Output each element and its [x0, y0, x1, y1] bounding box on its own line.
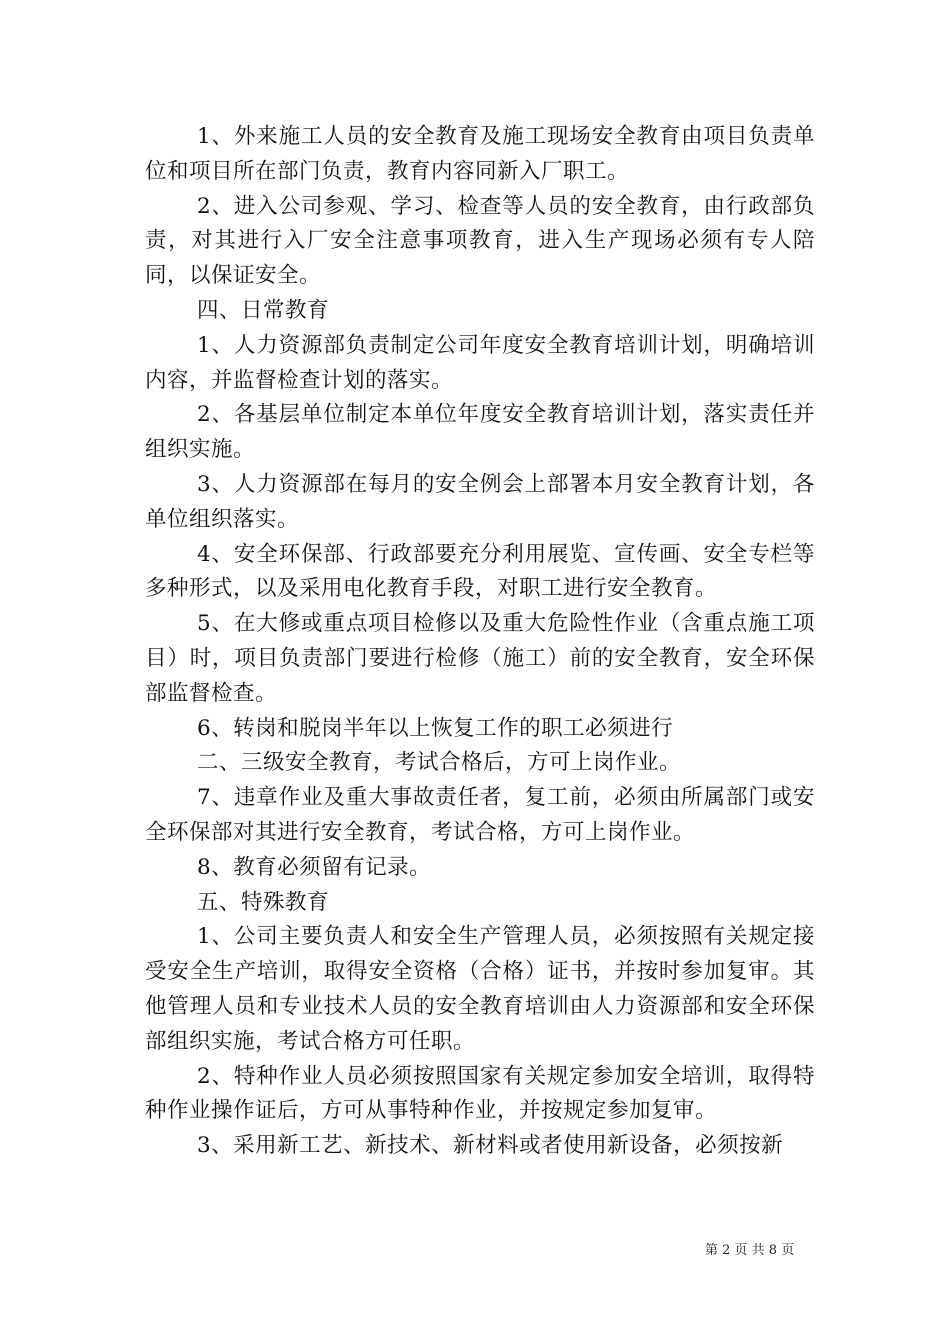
paragraph-14: 3、采用新工艺、新技术、新材料或者使用新设备，必须按新: [197, 1133, 784, 1159]
paragraph-13: 2、特种作业人员必须按照国家有关规定参加安全培训，取得特种作业操作证后，方可从事特种作业，并按规定参加复审。: [145, 1063, 815, 1124]
document-body: [145, 120, 815, 1164]
section-heading-daily-education: 四、日常教育: [197, 297, 330, 323]
paragraph-3: 1、人力资源部负责制定公司年度安全教育培训计划，明确培训内容，并监督检查计划的落实。: [145, 332, 815, 393]
paragraph-4: 2、各基层单位制定本单位年度安全教育培训计划，落实责任并组织实施。: [145, 402, 815, 463]
paragraph-8: 6、转岗和脱岗半年以上恢复工作的职工必须进行: [197, 715, 674, 741]
paragraph-5: 3、人力资源部在每月的安全例会上部署本月安全教育计划，各单位组织落实。: [145, 471, 815, 532]
paragraph-10: 7、违章作业及重大事故责任者，复工前，必须由所属部门或安全环保部对其进行安全教育，考试合格，方可上岗作业。: [145, 785, 815, 845]
paragraph-11: 8、教育必须留有记录。: [197, 854, 432, 880]
paragraph-7: 5、在大修或重点项目检修以及重大危险性作业（含重点施工项目）时，项目负责部门要进行检修（施工）前的安全教育，安全环保部监督检查。: [145, 611, 815, 706]
page-number: 第 2 页 共 8 页: [705, 1243, 795, 1258]
section-heading-special-education: 五、特殊教育: [197, 889, 330, 915]
paragraph-1: 1、外来施工人员的安全教育及施工现场安全教育由项目负责单位和项目所在部门负责，教育内容同新入厂职工。: [145, 124, 815, 184]
paragraph-6: 4、安全环保部、行政部要充分利用展览、宣传画、安全专栏等多种形式，以及采用电化教育手段，对职工进行安全教育。: [145, 541, 815, 602]
paragraph-2: 2、进入公司参观、学习、检查等人员的安全教育，由行政部负责，对其进行入厂安全注意事项教育，进入生产现场必须有专人陪同，以保证安全。: [145, 193, 815, 289]
paragraph-9: 二、三级安全教育，考试合格后，方可上岗作业。: [197, 750, 682, 776]
paragraph-12: 1、公司主要负责人和安全生产管理人员，必须按照有关规定接受安全生产培训，取得安全资格（合格）证书，并按时参加复审。其他管理人员和专业技术人员的安全教育培训由人力资源部和安全环保部组织实施，考试合格方可任职。: [145, 924, 815, 1054]
